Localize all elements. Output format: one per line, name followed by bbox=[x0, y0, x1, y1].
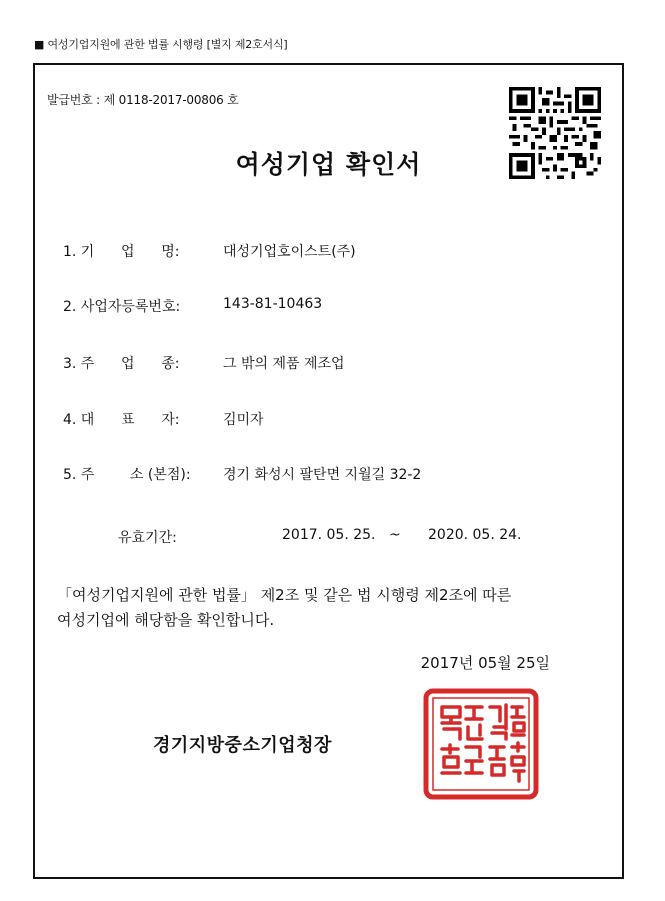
field-label: 5. 주 소 (본점): bbox=[63, 467, 191, 483]
certificate-frame bbox=[33, 63, 624, 879]
validity-label: 유효기간: bbox=[118, 530, 177, 546]
issue-number: 발급번호 : 제 0118-2017-00806 호 bbox=[47, 93, 239, 107]
field-value: 김미자 bbox=[223, 412, 264, 428]
issue-date: 2017년 05월 25일 bbox=[420, 654, 550, 672]
validity-start-date: 2017. 05. 25. bbox=[282, 527, 376, 543]
issuer-name: 경기지방중소기업청장 bbox=[153, 735, 332, 756]
form-header-note: ■ 여성기업지원에 관한 법률 시행령 [별지 제2호서식] bbox=[34, 38, 288, 51]
field-value: 경기 화성시 팔탄면 지월길 32-2 bbox=[223, 467, 422, 483]
statement-line: 「여성기업지원에 관한 법률」 제2조 및 같은 법 시행령 제2조에 따른 bbox=[57, 586, 512, 604]
field-label: 3. 주 업 종: bbox=[63, 356, 180, 372]
validity-end-date: 2020. 05. 24. bbox=[428, 527, 522, 543]
field-label: 1. 기 업 명: bbox=[63, 244, 180, 260]
field-value: 대성기업호이스트(주) bbox=[223, 244, 356, 260]
field-value: 143-81-10463 bbox=[223, 296, 323, 312]
confirmation-statement bbox=[57, 583, 602, 633]
statement-line: 여성기업에 해당함을 확인합니다. bbox=[57, 611, 275, 629]
field-label: 2. 사업자등록번호: bbox=[63, 299, 181, 315]
validity-separator: ~ bbox=[389, 527, 401, 543]
field-value: 그 밖의 제품 제조업 bbox=[223, 356, 345, 372]
field-label: 4. 대 표 자: bbox=[63, 412, 180, 428]
official-seal-icon bbox=[422, 687, 540, 801]
document-title: 여성기업 확인서 bbox=[235, 150, 422, 179]
